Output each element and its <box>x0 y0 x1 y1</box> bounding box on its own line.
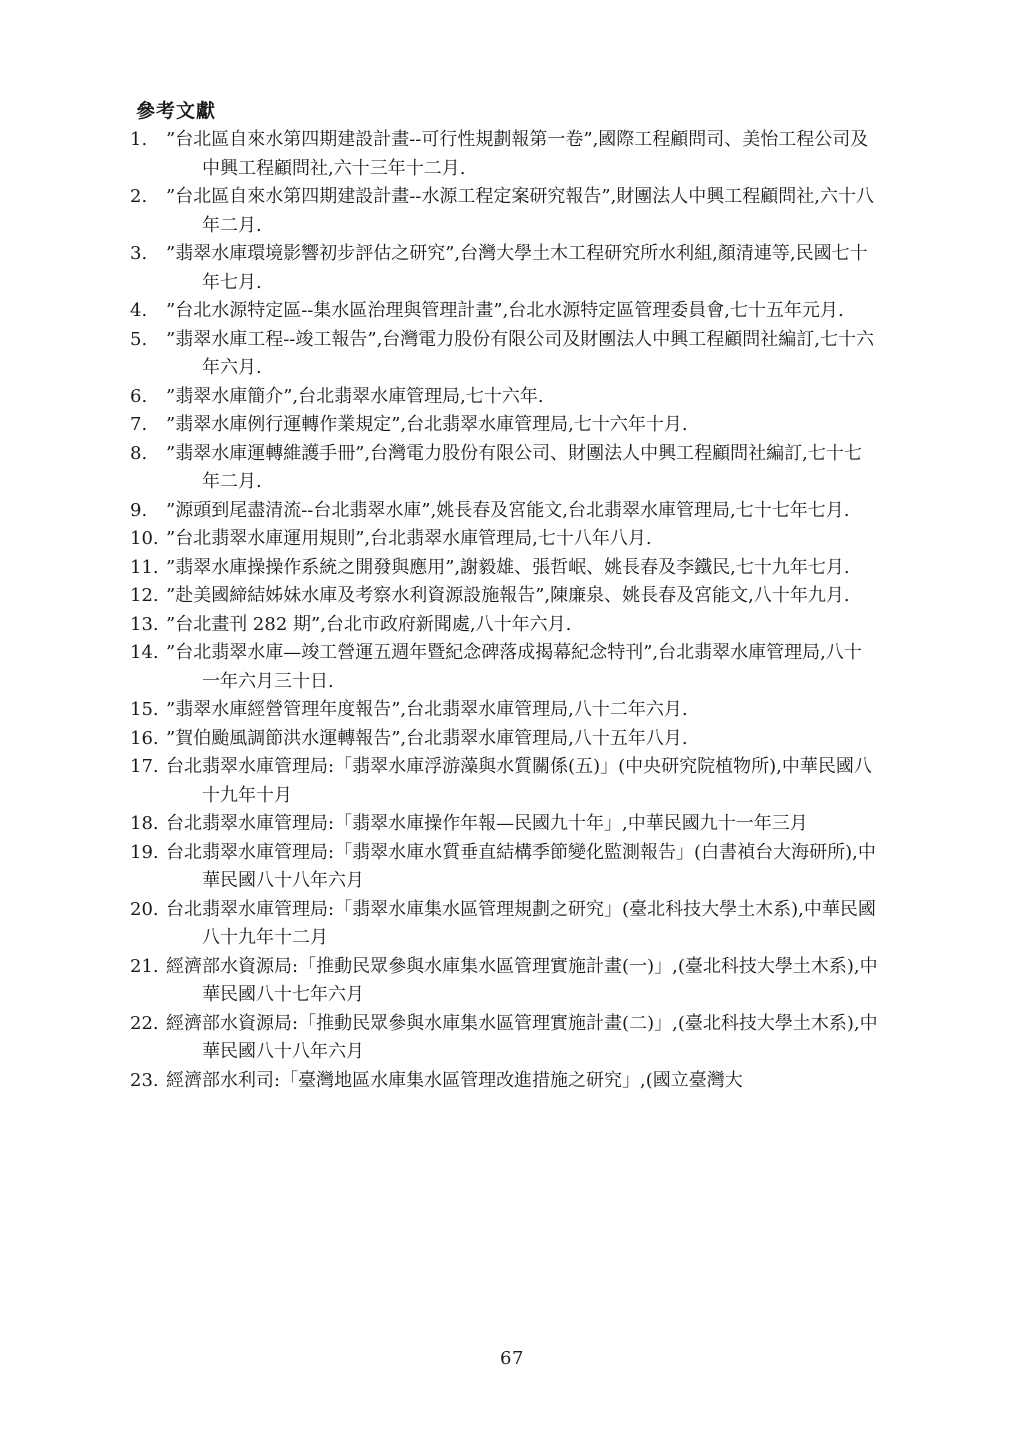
reference-item: 18. 台北翡翠水庫管理局:「翡翠水庫操作年報—民國九十年」,中華民國九十一年三月 <box>130 813 808 834</box>
reference-item: 6. ”翡翠水庫簡介”,台北翡翠水庫管理局,七十六年. <box>130 385 544 407</box>
reference-text: ”台北區自來水第四期建設計畫--可行性規劃報第一卷”,國際工程顧問司、美怡工程公司及中興工程顧問社,六十三年十二月. <box>166 129 869 179</box>
reference-text: ”台北畫刊 282 期”,台北市政府新聞處,八十年六月. <box>166 613 572 635</box>
reference-text: 台北翡翠水庫管理局:「翡翠水庫操作年報—民國九十年」,中華民國九十一年三月 <box>166 813 808 834</box>
reference-text: ”翡翠水庫環境影響初步評估之研究”,台灣大學土木工程研究所水利組,顏清連等,民國七十年七月. <box>166 243 868 293</box>
reference-item: 7. ”翡翠水庫例行運轉作業規定”,台北翡翠水庫管理局,七十六年十月. <box>130 414 688 435</box>
reference-item: 12. ”赴美國締結姊妹水庫及考察水利資源設施報告”,陳廉泉、姚長春及宮能文,八十年九月. <box>130 585 850 606</box>
reference-text: ”台北翡翠水庫—竣工營運五週年暨紀念碑落成揭幕紀念特刊”,台北翡翠水庫管理局,八十一年六月三十日. <box>166 642 862 692</box>
reference-text: ”翡翠水庫操操作系統之開發與應用”,謝毅雄、張哲岷、姚長春及李鐵民,七十九年七月. <box>166 556 850 578</box>
reference-text: 台北翡翠水庫管理局:「翡翠水庫浮游藻與水質關係(五)」(中央研究院植物所),中華民國八十九年十月 <box>166 756 872 806</box>
reference-item: 23. 經濟部水利司:「臺灣地區水庫集水區管理改進措施之研究」,(國立臺灣大 <box>130 1069 743 1091</box>
reference-item: 15. ”翡翠水庫經營管理年度報告”,台北翡翠水庫管理局,八十二年六月. <box>130 699 688 720</box>
reference-text: ”翡翠水庫經營管理年度報告”,台北翡翠水庫管理局,八十二年六月. <box>166 699 688 720</box>
reference-text: 台北翡翠水庫管理局:「翡翠水庫水質垂直結構季節變化監測報告」(白書禎台大海研所),中華民國八十八年六月 <box>166 841 876 891</box>
reference-text: ”台北翡翠水庫運用規則”,台北翡翠水庫管理局,七十八年八月. <box>166 528 652 549</box>
reference-text: ”翡翠水庫運轉維護手冊”,台灣電力股份有限公司、財團法人中興工程顧問社編訂,七十七年二月. <box>166 442 862 492</box>
reference-text: 經濟部水資源局:「推動民眾參與水庫集水區管理實施計畫(二)」,(臺北科技大學土木系),中華民國八十八年六月 <box>166 1012 878 1062</box>
reference-item: 22. 經濟部水資源局:「推動民眾參與水庫集水區管理實施計畫(二)」,(臺北科技大學土木系),中華民國八十八年六月 <box>130 1012 878 1062</box>
reference-text: ”翡翠水庫簡介”,台北翡翠水庫管理局,七十六年. <box>166 385 544 407</box>
reference-text: ”台北區自來水第四期建設計畫--水源工程定案研究報告”,財團法人中興工程顧問社,六十八年二月. <box>166 186 875 236</box>
reference-text: ”翡翠水庫例行運轉作業規定”,台北翡翠水庫管理局,七十六年十月. <box>166 414 688 435</box>
reference-item: 1. ”台北區自來水第四期建設計畫--可行性規劃報第一卷”,國際工程顧問司、美怡工程公司及中興工程顧問社,六十三年十二月. <box>130 129 869 179</box>
reference-item: 20. 台北翡翠水庫管理局:「翡翠水庫集水區管理規劃之研究」(臺北科技大學土木系),中華民國八十九年十二月 <box>130 898 876 948</box>
reference-item: 14. ”台北翡翠水庫—竣工營運五週年暨紀念碑落成揭幕紀念特刊”,台北翡翠水庫管理局,八十一年六月三十日. <box>130 642 862 692</box>
references-heading: 參考文獻 <box>136 100 217 122</box>
reference-item: 8. ”翡翠水庫運轉維護手冊”,台灣電力股份有限公司、財團法人中興工程顧問社編訂,七十七年二月. <box>130 442 862 492</box>
reference-text: ”賀伯颱風調節洪水運轉報告”,台北翡翠水庫管理局,八十五年八月. <box>166 727 688 749</box>
reference-item: 17. 台北翡翠水庫管理局:「翡翠水庫浮游藻與水質關係(五)」(中央研究院植物所),中華民國八十九年十月 <box>130 756 872 806</box>
reference-item: 5. ”翡翠水庫工程--竣工報告”,台灣電力股份有限公司及財團法人中興工程顧問社編訂,七十六年六月. <box>130 328 875 378</box>
reference-item: 19. 台北翡翠水庫管理局:「翡翠水庫水質垂直結構季節變化監測報告」(白書禎台大海研所),中華民國八十八年六月 <box>130 841 876 891</box>
reference-text: 經濟部水利司:「臺灣地區水庫集水區管理改進措施之研究」,(國立臺灣大 <box>166 1069 743 1091</box>
reference-list <box>130 126 878 1095</box>
reference-text: 台北翡翠水庫管理局:「翡翠水庫集水區管理規劃之研究」(臺北科技大學土木系),中華民國八十九年十二月 <box>166 898 876 948</box>
reference-item: 9. ”源頭到尾盡清流--台北翡翠水庫”,姚長春及宮能文,台北翡翠水庫管理局,七十七年七月. <box>130 499 850 521</box>
reference-item: 13. ”台北畫刊 282 期”,台北市政府新聞處,八十年六月. <box>130 613 572 635</box>
reference-text: ”赴美國締結姊妹水庫及考察水利資源設施報告”,陳廉泉、姚長春及宮能文,八十年九月. <box>166 585 850 606</box>
reference-item: 16. ”賀伯颱風調節洪水運轉報告”,台北翡翠水庫管理局,八十五年八月. <box>130 727 688 749</box>
page-number: 67 <box>500 1348 524 1369</box>
reference-item: 4. ”台北水源特定區--集水區治理與管理計畫”,台北水源特定區管理委員會,七十五年元月. <box>130 300 844 321</box>
reference-item: 11. ”翡翠水庫操操作系統之開發與應用”,謝毅雄、張哲岷、姚長春及李鐵民,七十九年七月. <box>130 556 850 578</box>
reference-item: 10. ”台北翡翠水庫運用規則”,台北翡翠水庫管理局,七十八年八月. <box>130 528 652 549</box>
reference-text: ”台北水源特定區--集水區治理與管理計畫”,台北水源特定區管理委員會,七十五年元月. <box>166 300 844 321</box>
reference-item: 3. ”翡翠水庫環境影響初步評估之研究”,台灣大學土木工程研究所水利組,顏清連等,民國七十年七月. <box>130 243 868 293</box>
reference-text: ”源頭到尾盡清流--台北翡翠水庫”,姚長春及宮能文,台北翡翠水庫管理局,七十七年七月. <box>166 499 850 521</box>
reference-item: 21. 經濟部水資源局:「推動民眾參與水庫集水區管理實施計畫(一)」,(臺北科技大學土木系),中華民國八十七年六月 <box>130 955 878 1005</box>
reference-text: 經濟部水資源局:「推動民眾參與水庫集水區管理實施計畫(一)」,(臺北科技大學土木系),中華民國八十七年六月 <box>166 955 878 1005</box>
reference-text: ”翡翠水庫工程--竣工報告”,台灣電力股份有限公司及財團法人中興工程顧問社編訂,七十六年六月. <box>166 328 875 378</box>
reference-item: 2. ”台北區自來水第四期建設計畫--水源工程定案研究報告”,財團法人中興工程顧問社,六十八年二月. <box>130 186 875 236</box>
